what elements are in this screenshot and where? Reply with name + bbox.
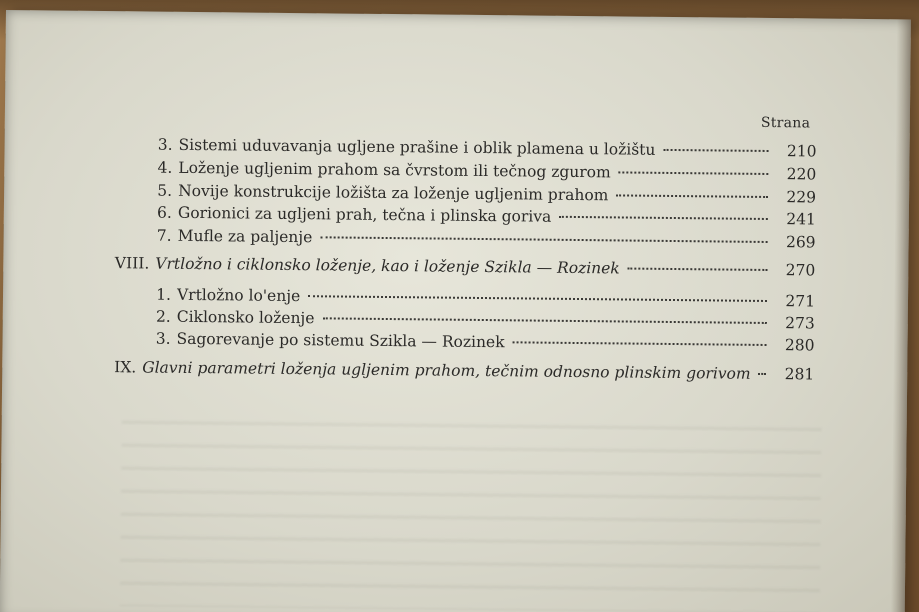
section-page: 281 <box>784 365 815 384</box>
entry-page: 229 <box>786 188 817 207</box>
entry-number: 3. <box>155 329 171 348</box>
page-column-header: Strana <box>760 114 811 132</box>
entry-number: 6. <box>156 203 172 222</box>
entry-page: 269 <box>785 233 816 252</box>
dot-leader <box>308 295 767 302</box>
entry-title: Sagorevanje po sistemu Szikla — Rozinek <box>176 329 505 352</box>
entry-page: 241 <box>786 210 816 229</box>
section-number: IX. <box>114 358 137 377</box>
dot-leader <box>559 216 768 220</box>
dot-leader <box>759 373 767 375</box>
section-page: 270 <box>785 261 816 280</box>
dot-leader <box>322 317 766 324</box>
entry-number: 1. <box>156 285 172 304</box>
entry-page: 271 <box>785 292 816 311</box>
section-title: Vrtložno i ciklonsko loženje, kao i loženje Szikla — Rozinek <box>155 254 620 278</box>
table-of-contents <box>0 10 911 612</box>
section-title: Glavni parametri loženja ugljenim prahom, tečnim odnosno plinskim gorivom <box>142 358 751 383</box>
entry-title: Loženje ugljenim prahom sa čvrstom ili tečnog zgurom <box>178 158 611 182</box>
entry-page: 220 <box>786 165 817 184</box>
book-page <box>0 10 911 612</box>
dot-leader <box>619 171 769 175</box>
entry-page: 210 <box>786 142 817 161</box>
section-number: VIII. <box>114 254 150 273</box>
entry-title: Ciklonsko loženje <box>176 307 315 328</box>
entry-number: 5. <box>157 181 173 200</box>
entry-title: Mufle za paljenje <box>177 226 313 247</box>
dot-leader <box>616 194 768 198</box>
entry-number: 3. <box>157 135 173 154</box>
dot-leader <box>628 268 768 271</box>
entry-title: Novije konstrukcije ložišta za loženje ugljenim prahom <box>178 181 609 205</box>
entry-title: Vrtložno lo'enje <box>176 285 301 306</box>
dot-leader <box>320 236 767 243</box>
entry-number: 7. <box>156 226 172 245</box>
toc-section <box>106 358 814 387</box>
entry-number: 4. <box>157 158 173 177</box>
entry-number: 2. <box>155 307 171 326</box>
dot-leader <box>663 149 768 152</box>
entry-title: Gorionici za ugljeni prah, tečna i plinska goriva <box>177 203 552 226</box>
entry-page: 273 <box>785 314 815 333</box>
entry-page: 280 <box>784 336 815 355</box>
entry-title: Sistemi uduvavanja ugljene prašine i oblik plamena u ložištu <box>178 135 656 159</box>
dot-leader <box>513 341 767 346</box>
toc-section <box>107 254 815 283</box>
